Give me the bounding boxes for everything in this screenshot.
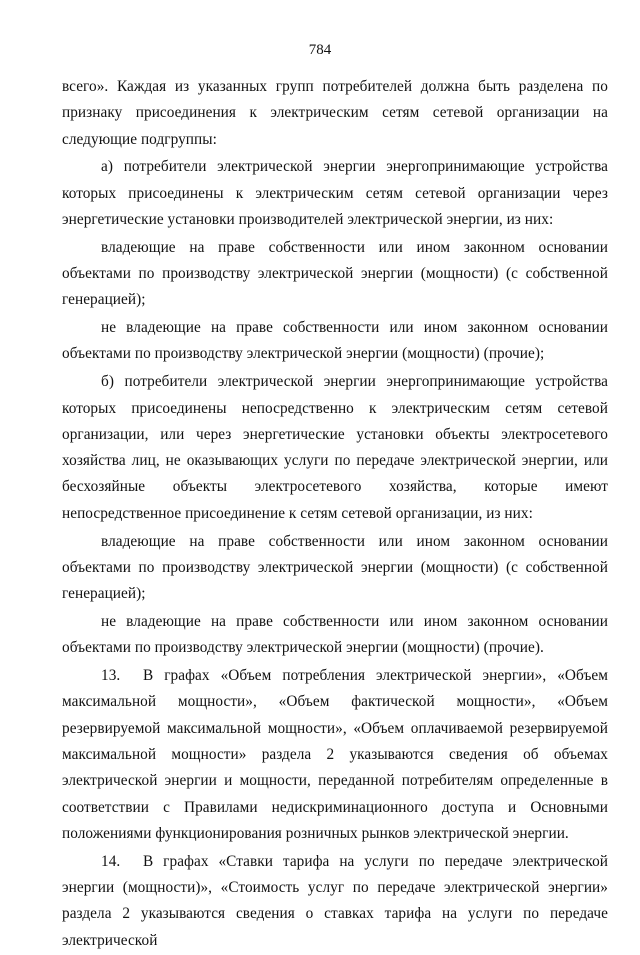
paragraph-b-other: не владеющие на праве собственности или ином законном основании объектами по производству электрической энергии (мощности) (прочие). [62,612,608,657]
item-13-text: В графах «Объем потребления электрической энергии», «Объем максимальной мощности», «Объем фактической мощности», «Объем резервируемой максимальной мощности», «Объем оплачиваемой резервируемой максимальной мощности» раздела 2 указываются сведения об объемах электрической энергии и мощности, переданной потребителям определенные в соответствии с Правилами недискриминационного доступа и Основными положениями функционирования розничных рынков электрической энергии. [62,667,608,842]
paragraph-b-own-generation: владеющие на праве собственности или ином законном основании объектами по производству электрической энергии (мощности) (с собственной генерацией); [62,532,608,603]
page-number: 784 [308,42,332,58]
paragraph-subgroup-b: б) потребители электрической энергии энергопринимающие устройства которых присоединены непосредственно к электрическим сетям сетевой организации, или через энергетические установки объекты электросетевого хозяйства лиц, не оказывающих услуги по передаче электрической энергии, или бесхозяйные объекты электросетевого хозяйства, которые имеют непосредственное присоединение к сетям сетевой организации, из них: [62,373,608,522]
paragraph-item-14 [62,849,608,954]
paragraph-a-own-generation: владеющие на праве собственности или ином законном основании объектами по производству электрической энергии (мощности) (с собственной генерацией); [62,238,608,309]
paragraph-a-other: не владеющие на праве собственности или ином законном основании объектами по производству электрической энергии (мощности) (прочие); [62,319,608,363]
paragraph-item-13 [62,663,608,847]
paragraph-continuation: всего». Каждая из указанных групп потребителей должна быть разделена по признаку присоединения к электрическим сетям сетевой организации на следующие подгруппы: [62,78,608,148]
item-number-13: 13. [101,667,121,685]
document-body [62,74,608,955]
item-number-14: 14. [101,852,121,870]
item-14-text: В графах «Ставки тарифа на услуги по передаче электрической энергии (мощности)», «Стоимость услуг по передаче электрической энергии» раздела 2 указываются сведения о ставках тарифа на услуги по передаче электрической [62,852,608,949]
paragraph-subgroup-a: а) потребители электрической энергии энергопринимающие устройства которых присоединены к электрическим сетям сетевой организации через энергетические установки производителей электрической энергии, из них: [62,158,608,228]
